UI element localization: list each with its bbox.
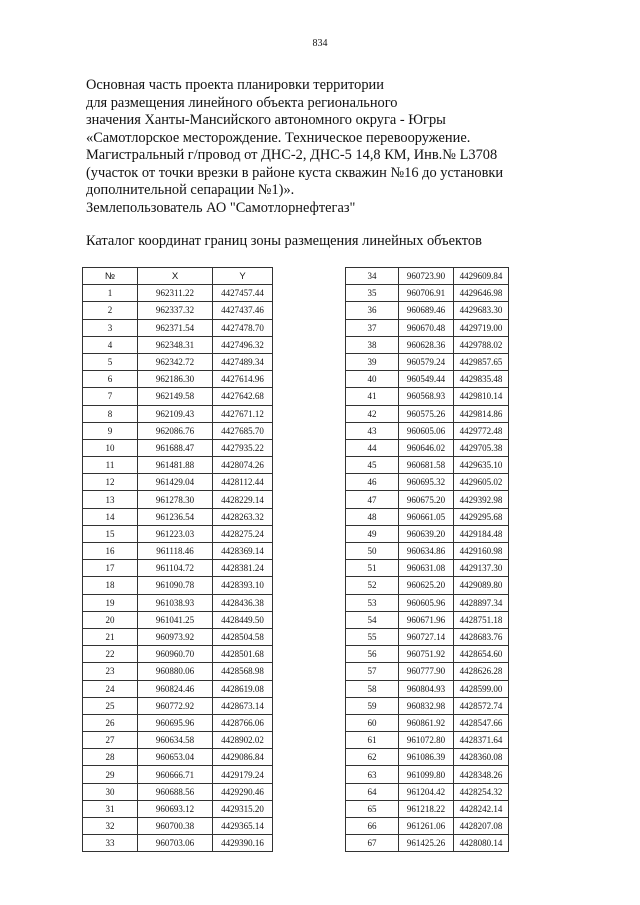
table-row	[346, 560, 509, 577]
cell-y: 4428080.14	[454, 835, 509, 852]
table-row	[83, 800, 273, 817]
table-row	[346, 680, 509, 697]
table-row	[346, 543, 509, 560]
cell-y: 4429160.98	[454, 543, 509, 560]
cell-y: 4428751.18	[454, 611, 509, 628]
cell-x: 960723.90	[399, 268, 454, 285]
cell-x: 960688.56	[138, 783, 213, 800]
cell-y: 4427496.32	[213, 336, 273, 353]
cell-x: 962186.30	[138, 371, 213, 388]
cell-number: 22	[83, 646, 138, 663]
cell-x: 960832.98	[399, 697, 454, 714]
cell-number: 31	[83, 800, 138, 817]
cell-y: 4429179.24	[213, 766, 273, 783]
coordinates-table-left	[82, 267, 273, 852]
cell-x: 961481.88	[138, 457, 213, 474]
cell-number: 65	[346, 800, 399, 817]
cell-number: 19	[83, 594, 138, 611]
cell-y: 4428766.06	[213, 714, 273, 731]
cell-number: 42	[346, 405, 399, 422]
cell-y: 4428568.98	[213, 663, 273, 680]
cell-y: 4427614.96	[213, 371, 273, 388]
cell-number: 5	[83, 353, 138, 370]
table-row	[346, 285, 509, 302]
cell-x: 960575.26	[399, 405, 454, 422]
cell-y: 4429295.68	[454, 508, 509, 525]
page-number: 834	[312, 38, 328, 49]
cell-y: 4428654.60	[454, 646, 509, 663]
cell-x: 962109.43	[138, 405, 213, 422]
cell-x: 960646.02	[399, 439, 454, 456]
table-row	[346, 835, 509, 852]
table-row	[346, 491, 509, 508]
cell-y: 4428547.66	[454, 714, 509, 731]
cell-number: 27	[83, 732, 138, 749]
cell-x: 961204.42	[399, 783, 454, 800]
cell-x: 960681.58	[399, 457, 454, 474]
header-line: дополнительной сепарации №1)».	[86, 182, 295, 198]
cell-x: 962342.72	[138, 353, 213, 370]
column-header-y: Y	[213, 268, 273, 285]
cell-y: 4427642.68	[213, 388, 273, 405]
table-row	[346, 302, 509, 319]
cell-x: 962371.54	[138, 319, 213, 336]
cell-x: 960861.92	[399, 714, 454, 731]
cell-x: 960653.04	[138, 749, 213, 766]
table-row	[346, 611, 509, 628]
cell-number: 1	[83, 285, 138, 302]
catalog-title: Каталог координат границ зоны размещения линейных объектов	[86, 233, 482, 249]
cell-number: 7	[83, 388, 138, 405]
cell-number: 21	[83, 628, 138, 645]
cell-x: 961261.06	[399, 818, 454, 835]
cell-x: 961090.78	[138, 577, 213, 594]
cell-y: 4428207.08	[454, 818, 509, 835]
cell-y: 4427685.70	[213, 422, 273, 439]
table-row	[83, 611, 273, 628]
cell-y: 4428369.14	[213, 543, 273, 560]
cell-number: 50	[346, 543, 399, 560]
cell-y: 4429705.38	[454, 439, 509, 456]
cell-y: 4427935.22	[213, 439, 273, 456]
cell-x: 960625.20	[399, 577, 454, 594]
cell-y: 4429605.02	[454, 474, 509, 491]
cell-number: 18	[83, 577, 138, 594]
table-row	[346, 783, 509, 800]
table-row	[83, 353, 273, 370]
cell-x: 960772.92	[138, 697, 213, 714]
cell-number: 37	[346, 319, 399, 336]
cell-number: 53	[346, 594, 399, 611]
cell-number: 16	[83, 543, 138, 560]
cell-number: 67	[346, 835, 399, 852]
cell-y: 4429089.80	[454, 577, 509, 594]
cell-number: 44	[346, 439, 399, 456]
cell-y: 4428673.14	[213, 697, 273, 714]
header-line: Магистральный г/провод от ДНС-2, ДНС-5 14,8 КМ, Инв.№ L3708	[86, 147, 498, 163]
cell-number: 24	[83, 680, 138, 697]
table-row	[83, 732, 273, 749]
cell-y: 4427489.34	[213, 353, 273, 370]
coordinates-table-right	[345, 267, 509, 852]
cell-number: 66	[346, 818, 399, 835]
table-row	[83, 457, 273, 474]
cell-y: 4428902.02	[213, 732, 273, 749]
cell-number: 57	[346, 663, 399, 680]
cell-y: 4428112.44	[213, 474, 273, 491]
cell-x: 960824.46	[138, 680, 213, 697]
cell-number: 14	[83, 508, 138, 525]
cell-x: 960639.20	[399, 525, 454, 542]
table-row	[346, 371, 509, 388]
table-row	[83, 766, 273, 783]
cell-number: 15	[83, 525, 138, 542]
cell-y: 4428074.26	[213, 457, 273, 474]
cell-x: 961688.47	[138, 439, 213, 456]
table-row	[83, 439, 273, 456]
table-row	[346, 422, 509, 439]
header-line: Землепользователь АО "Самотлорнефтегаз"	[86, 199, 356, 216]
cell-number: 25	[83, 697, 138, 714]
cell-number: 62	[346, 749, 399, 766]
cell-y: 4428572.74	[454, 697, 509, 714]
cell-number: 35	[346, 285, 399, 302]
cell-x: 961223.03	[138, 525, 213, 542]
cell-y: 4429184.48	[454, 525, 509, 542]
table-row	[346, 628, 509, 645]
column-header-x: X	[138, 268, 213, 285]
cell-y: 4428254.32	[454, 783, 509, 800]
table-row	[346, 818, 509, 835]
table-row	[346, 508, 509, 525]
table-row	[83, 543, 273, 560]
table-row	[83, 285, 273, 302]
cell-x: 960695.96	[138, 714, 213, 731]
cell-number: 40	[346, 371, 399, 388]
cell-number: 45	[346, 457, 399, 474]
cell-y: 4427437.46	[213, 302, 273, 319]
table-row	[346, 353, 509, 370]
cell-y: 4429315.20	[213, 800, 273, 817]
table-row	[83, 714, 273, 731]
cell-y: 4428263.32	[213, 508, 273, 525]
cell-x: 961429.04	[138, 474, 213, 491]
cell-x: 960777.90	[399, 663, 454, 680]
cell-number: 36	[346, 302, 399, 319]
cell-number: 9	[83, 422, 138, 439]
cell-y: 4429646.98	[454, 285, 509, 302]
cell-number: 39	[346, 353, 399, 370]
table-row	[83, 749, 273, 766]
cell-y: 4429683.30	[454, 302, 509, 319]
cell-number: 30	[83, 783, 138, 800]
cell-x: 961118.46	[138, 543, 213, 560]
cell-number: 52	[346, 577, 399, 594]
cell-x: 960973.92	[138, 628, 213, 645]
cell-y: 4428504.58	[213, 628, 273, 645]
table-row	[346, 732, 509, 749]
cell-number: 56	[346, 646, 399, 663]
table-row	[83, 508, 273, 525]
cell-number: 64	[346, 783, 399, 800]
cell-y: 4429788.02	[454, 336, 509, 353]
cell-y: 4428683.76	[454, 628, 509, 645]
cell-x: 961072.80	[399, 732, 454, 749]
table-row	[83, 663, 273, 680]
cell-number: 47	[346, 491, 399, 508]
header-line: Основная часть проекта планировки территории	[86, 77, 384, 93]
cell-y: 4428393.10	[213, 577, 273, 594]
cell-x: 960689.46	[399, 302, 454, 319]
table-row	[83, 818, 273, 835]
cell-y: 4428242.14	[454, 800, 509, 817]
cell-x: 960666.71	[138, 766, 213, 783]
table-row	[83, 336, 273, 353]
cell-y: 4429390.16	[213, 835, 273, 852]
cell-y: 4428360.08	[454, 749, 509, 766]
cell-x: 961104.72	[138, 560, 213, 577]
cell-y: 4427457.44	[213, 285, 273, 302]
cell-number: 59	[346, 697, 399, 714]
cell-x: 960628.36	[399, 336, 454, 353]
cell-x: 960727.14	[399, 628, 454, 645]
cell-y: 4429835.48	[454, 371, 509, 388]
table-row	[83, 371, 273, 388]
cell-y: 4429392.98	[454, 491, 509, 508]
table-row	[346, 439, 509, 456]
document-header	[86, 77, 606, 217]
cell-number: 60	[346, 714, 399, 731]
cell-number: 29	[83, 766, 138, 783]
cell-number: 34	[346, 268, 399, 285]
cell-x: 961236.54	[138, 508, 213, 525]
cell-y: 4429086.84	[213, 749, 273, 766]
cell-x: 960880.06	[138, 663, 213, 680]
cell-number: 63	[346, 766, 399, 783]
table-body	[346, 268, 509, 852]
cell-x: 961218.22	[399, 800, 454, 817]
table-row	[346, 268, 509, 285]
table-row	[83, 302, 273, 319]
header-line: (участок от точки врезки в районе куста скважин №16 до установки	[86, 164, 504, 181]
table-row	[346, 714, 509, 731]
cell-y: 4428619.08	[213, 680, 273, 697]
cell-number: 49	[346, 525, 399, 542]
table-row	[83, 594, 273, 611]
table-row	[346, 663, 509, 680]
cell-x: 960960.70	[138, 646, 213, 663]
cell-x: 960706.91	[399, 285, 454, 302]
header-line: для размещения линейного объекта регионального	[86, 94, 398, 111]
table-row	[83, 697, 273, 714]
cell-y: 4427671.12	[213, 405, 273, 422]
cell-y: 4428449.50	[213, 611, 273, 628]
cell-y: 4429290.46	[213, 783, 273, 800]
cell-number: 51	[346, 560, 399, 577]
cell-number: 43	[346, 422, 399, 439]
cell-number: 46	[346, 474, 399, 491]
cell-x: 960693.12	[138, 800, 213, 817]
cell-x: 961278.30	[138, 491, 213, 508]
cell-y: 4428348.26	[454, 766, 509, 783]
table-row	[83, 491, 273, 508]
cell-y: 4429365.14	[213, 818, 273, 835]
table-row	[346, 405, 509, 422]
cell-number: 55	[346, 628, 399, 645]
table-row	[83, 783, 273, 800]
cell-number: 3	[83, 319, 138, 336]
cell-number: 48	[346, 508, 399, 525]
cell-number: 4	[83, 336, 138, 353]
cell-x: 960605.06	[399, 422, 454, 439]
table-row	[346, 525, 509, 542]
cell-x: 961099.80	[399, 766, 454, 783]
cell-x: 962086.76	[138, 422, 213, 439]
cell-y: 4429810.14	[454, 388, 509, 405]
table-row	[83, 577, 273, 594]
cell-y: 4429814.86	[454, 405, 509, 422]
cell-x: 961041.25	[138, 611, 213, 628]
header-line: «Самотлорское месторождение. Техническое перевооружение.	[86, 129, 471, 146]
column-header-number: №	[83, 268, 138, 285]
table-row	[346, 577, 509, 594]
table-row	[346, 594, 509, 611]
table-row	[83, 405, 273, 422]
cell-number: 17	[83, 560, 138, 577]
cell-y: 4429719.00	[454, 319, 509, 336]
cell-number: 58	[346, 680, 399, 697]
cell-number: 26	[83, 714, 138, 731]
cell-x: 962311.22	[138, 285, 213, 302]
cell-number: 8	[83, 405, 138, 422]
cell-x: 960695.32	[399, 474, 454, 491]
table-row	[346, 697, 509, 714]
table-row	[346, 336, 509, 353]
table-row	[346, 457, 509, 474]
cell-number: 41	[346, 388, 399, 405]
table-row	[346, 646, 509, 663]
cell-x: 960634.86	[399, 543, 454, 560]
table-row	[83, 319, 273, 336]
cell-x: 962337.32	[138, 302, 213, 319]
cell-x: 961425.26	[399, 835, 454, 852]
cell-x: 960568.93	[399, 388, 454, 405]
cell-y: 4428501.68	[213, 646, 273, 663]
cell-number: 10	[83, 439, 138, 456]
cell-number: 2	[83, 302, 138, 319]
cell-y: 4428599.00	[454, 680, 509, 697]
cell-x: 962149.58	[138, 388, 213, 405]
table-row	[346, 319, 509, 336]
cell-number: 20	[83, 611, 138, 628]
cell-x: 960605.96	[399, 594, 454, 611]
cell-number: 13	[83, 491, 138, 508]
cell-y: 4429609.84	[454, 268, 509, 285]
cell-x: 960700.38	[138, 818, 213, 835]
cell-y: 4428436.38	[213, 594, 273, 611]
cell-number: 61	[346, 732, 399, 749]
table-row	[83, 560, 273, 577]
cell-x: 960549.44	[399, 371, 454, 388]
cell-x: 960751.92	[399, 646, 454, 663]
cell-y: 4427478.70	[213, 319, 273, 336]
table-row	[346, 766, 509, 783]
cell-x: 960804.93	[399, 680, 454, 697]
cell-x: 960661.05	[399, 508, 454, 525]
cell-number: 54	[346, 611, 399, 628]
cell-x: 960703.06	[138, 835, 213, 852]
table-row	[346, 474, 509, 491]
cell-x: 960671.96	[399, 611, 454, 628]
cell-y: 4428381.24	[213, 560, 273, 577]
table-row	[83, 628, 273, 645]
table-row	[83, 474, 273, 491]
cell-x: 960670.48	[399, 319, 454, 336]
cell-number: 12	[83, 474, 138, 491]
cell-number: 23	[83, 663, 138, 680]
table-row	[83, 680, 273, 697]
table-row	[83, 388, 273, 405]
cell-y: 4428897.34	[454, 594, 509, 611]
table-row	[83, 835, 273, 852]
cell-y: 4428229.14	[213, 491, 273, 508]
cell-number: 11	[83, 457, 138, 474]
cell-x: 960634.58	[138, 732, 213, 749]
header-line: значения Ханты-Мансийского автономного округа - Югры	[86, 112, 446, 128]
cell-y: 4429635.10	[454, 457, 509, 474]
cell-number: 32	[83, 818, 138, 835]
table-row	[346, 749, 509, 766]
table-row	[83, 525, 273, 542]
cell-x: 960579.24	[399, 353, 454, 370]
table-body	[83, 285, 273, 852]
cell-x: 961086.39	[399, 749, 454, 766]
cell-number: 28	[83, 749, 138, 766]
cell-y: 4428371.64	[454, 732, 509, 749]
cell-number: 6	[83, 371, 138, 388]
cell-x: 960631.08	[399, 560, 454, 577]
cell-number: 33	[83, 835, 138, 852]
table-header-row	[83, 268, 273, 285]
cell-y: 4428626.28	[454, 663, 509, 680]
table-row	[83, 422, 273, 439]
cell-y: 4429772.48	[454, 422, 509, 439]
cell-x: 961038.93	[138, 594, 213, 611]
cell-y: 4428275.24	[213, 525, 273, 542]
cell-x: 962348.31	[138, 336, 213, 353]
cell-y: 4429137.30	[454, 560, 509, 577]
cell-y: 4429857.65	[454, 353, 509, 370]
table-row	[346, 800, 509, 817]
cell-number: 38	[346, 336, 399, 353]
table-row	[83, 646, 273, 663]
cell-x: 960675.20	[399, 491, 454, 508]
table-row	[346, 388, 509, 405]
